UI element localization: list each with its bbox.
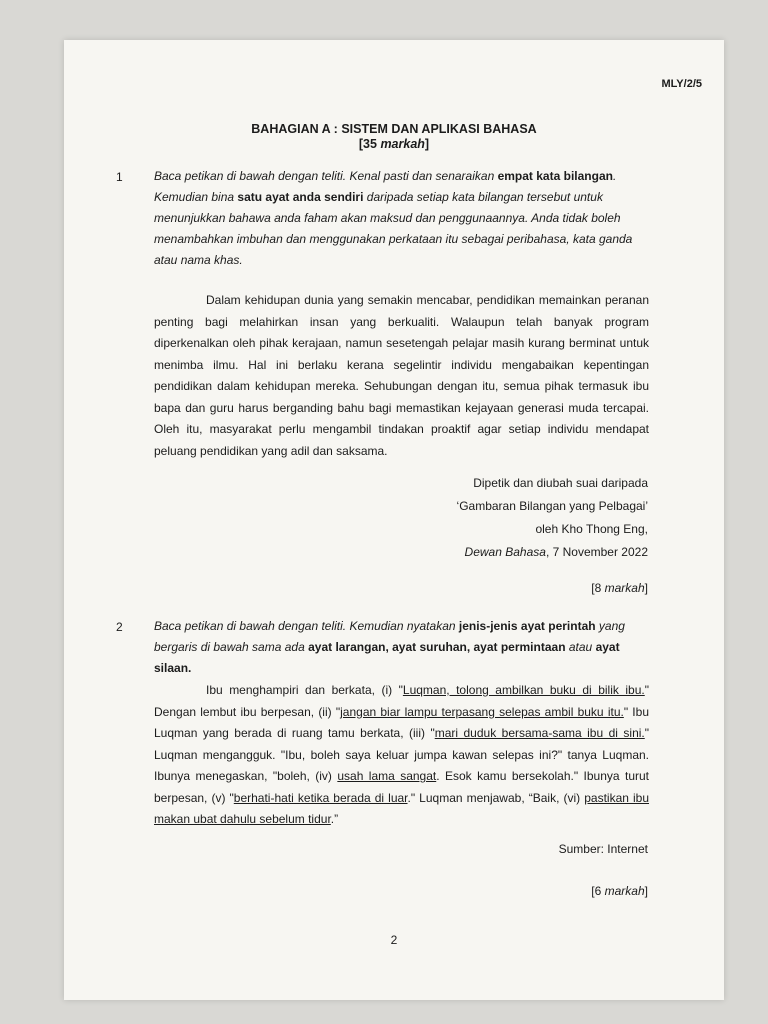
- underlined-sentence-iv: usah lama sangat: [337, 769, 437, 783]
- underlined-sentence-v: berhati-hati ketika berada di luar: [233, 790, 408, 805]
- question-2-instruction: Baca petikan di bawah dengan teliti. Kemudian nyatakan jenis-jenis ayat perintah yang bergaris di bawah sama ada ayat larangan, ayat suruhan, ayat permintaan atau ayat silaan.: [154, 619, 625, 675]
- question-2-passage: Ibu menghampiri dan berkata, (i) "Luqman, tolong ambilkan buku di bilik ibu." Dengan lembut ibu berpesan, (ii) "jangan biar lampu terpasang selepas ambil buku itu." Ibu Luqman yang berada di ruang tamu berkata, (iii) "mari duduk bersama-sama ibu di sini." Luqman mengangguk. "Ibu, boleh saya keluar jumpa kawan selepas ini?" tanya Luqman. Ibunya menegaskan, "boleh, (iv) usah lama sangat. Esok kamu bersekolah." Ibunya turut berpesan, (v) "berhati-hati ketika berada di luar." Luqman menjawab, “Baik, (vi) pastikan ibu makan ubat dahulu sebelum tidur.”: [154, 683, 650, 826]
- question-1-marks: [8 markah]: [591, 581, 648, 595]
- question-1-number: 1: [116, 170, 123, 184]
- question-1-source: Dipetik dan diubah suai daripada ‘Gambaran Bilangan yang Pelbagai’ oleh Kho Thong Eng, Dewan Bahasa, 7 November 2022: [456, 476, 648, 559]
- underlined-sentence-ii: jangan biar lampu terpasang selepas ambil buku itu.: [340, 704, 624, 719]
- section-heading: [64, 122, 724, 152]
- section-marks: [35 markah]: [358, 137, 430, 151]
- question-1-passage: Dalam kehidupan dunia yang semakin mencabar, pendidikan memainkan peranan penting bagi melahirkan insan yang berkualiti. Walaupun telah banyak program diperkenalkan oleh pihak kerajaan, namun sesetengah pelajar masih kurang berminat untuk menimba ilmu. Hal ini berlaku kerana segelintir individu mengabaikan kepentingan pendidikan dalam kehidupan mereka. Sehubungan dengan itu, semua pihak termasuk ibu bapa dan guru harus berganding bahu bagi memastikan kejayaan generasi muda tercapai. Oleh itu, masyarakat perlu mengambil tindakan proaktif agar setiap individu mendapat peluang pendidikan yang adil dan saksama.: [154, 293, 649, 458]
- underlined-sentence-i: Luqman, tolong ambilkan buku di bilik ibu.: [402, 683, 645, 697]
- question-2-number: 2: [116, 620, 123, 634]
- exam-page: [64, 40, 724, 1000]
- page-number: 2: [390, 933, 398, 947]
- section-title: BAHAGIAN A : SISTEM DAN APLIKASI BAHASA: [251, 122, 537, 136]
- paper-code: MLY/2/5: [661, 78, 702, 90]
- question-1-instruction: Baca petikan di bawah dengan teliti. Kenal pasti dan senaraikan empat kata bilangan. Kemudian bina satu ayat anda sendiri daripada setiap kata bilangan tersebut untuk menunjukkan bahawa anda faham akan maksud dan penggunaannya. Anda tidak boleh menambahkan imbuhan dan menggunakan perkataan itu sebagai peribahasa, kata ganda atau nama khas.: [154, 169, 633, 267]
- underlined-sentence-vi: pastikan ibu makan ubat dahulu sebelum tidur: [154, 790, 650, 826]
- question-2-marks: [6 markah]: [591, 884, 648, 898]
- underlined-sentence-iii: mari duduk bersama-sama ibu di sini.: [434, 726, 645, 740]
- question-2-source: Sumber: Internet: [558, 842, 648, 856]
